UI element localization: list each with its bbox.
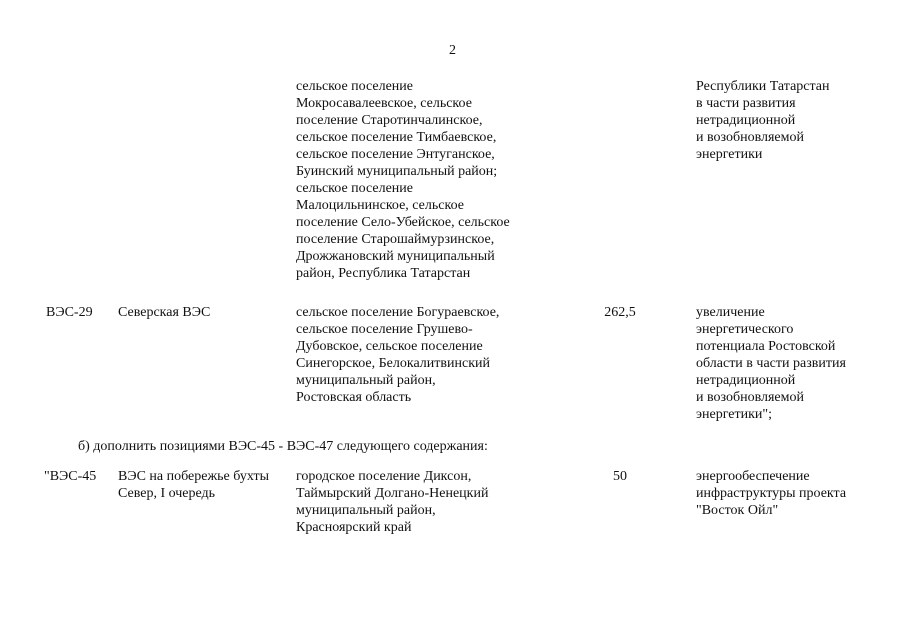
- row-code-cell: ВЭС-29: [46, 305, 93, 320]
- row-location-cell: городское поселение Диксон, Таймырский Долгано-Ненецкий муниципальный район, Красноярский край: [296, 469, 489, 535]
- row-name-cell: ВЭС на побережье бухты Север, I очередь: [118, 469, 270, 501]
- row-power-cell: 262,5: [604, 305, 636, 320]
- row-name-cell: Северская ВЭС: [118, 305, 211, 320]
- row-purpose-cell: увеличение энергетического потенциала Ростовской области в части развития нетрадиционной и возобновляемой энергетики";: [696, 305, 846, 422]
- row-purpose-cell: энергообеспечение инфраструктуры проекта "Восток Ойл": [696, 469, 847, 518]
- continuation-purpose-cell: Республики Татарстан в части развития нетрадиционной и возобновляемой энергетики: [696, 79, 830, 162]
- row-location-cell: сельское поселение Богураевское, сельское поселение Грушево- Дубовское, сельское поселение Синегорское, Белокалитвинский муниципальный район, Ростовская область: [296, 305, 500, 405]
- continuation-location-cell: сельское поселение Мокросавалеевское, сельское поселение Старотинчалинское, сельское поселение Тимбаевское, сельское поселение Энтуганское, Буинский муниципальный район; сельское поселение Малоцильнинское, сельское поселение Село-Убейское, сельское поселение Старошаймурзинское, Дрожжановский муниципальный район, Республика Татарстан: [296, 79, 510, 281]
- amendment-instruction: б) дополнить позициями ВЭС-45 - ВЭС-47 следующего содержания:: [78, 439, 488, 454]
- page-number: 2: [449, 43, 456, 58]
- row-code-cell: "ВЭС-45: [44, 469, 97, 484]
- row-power-cell: 50: [613, 469, 627, 484]
